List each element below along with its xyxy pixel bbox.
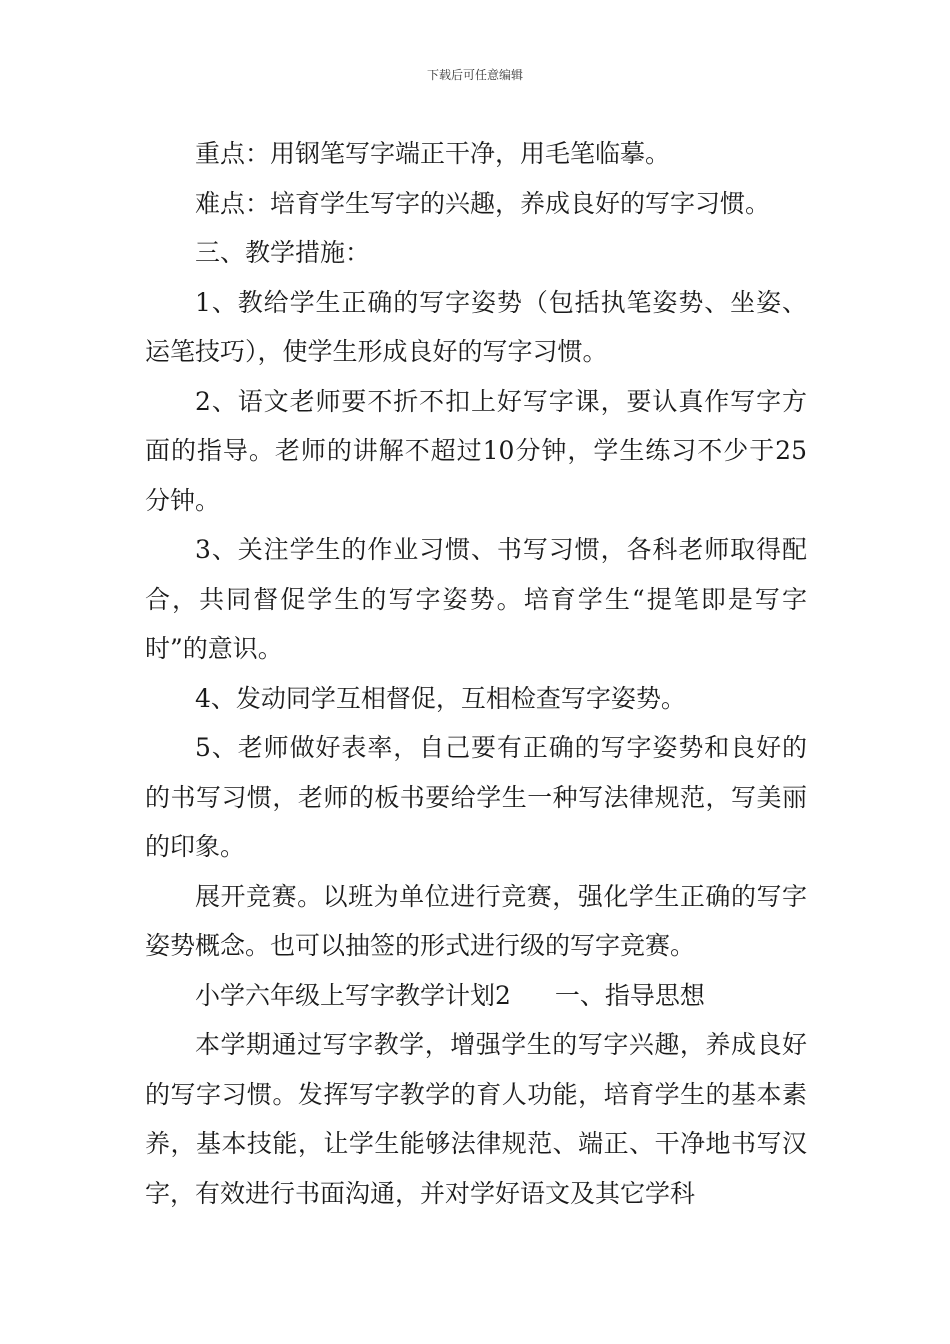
paragraph-measure-4: 4、发动同学互相督促，互相检查写字姿势。 (195, 683, 686, 713)
page-header: 下载后可任意编辑 (426, 68, 523, 82)
paragraph-key-point: 重点：用钢笔写字端正干净，用毛笔临摹。 (195, 139, 671, 168)
paragraph-measure-5: 5、老师做好表率，自己要有正确的写字姿势和良好的的书写习惯，老师的板书要给学生一种写法律规范，写美丽的印象。 (145, 733, 807, 861)
paragraph-measure-1: 1、教给学生正确的写字姿势（包括执笔姿势、坐姿、运笔技巧），使学生形成良好的写字习惯。 (145, 287, 807, 366)
section-heading-measures: 三、教学措施： (195, 238, 371, 267)
paragraph-guiding-thought: 本学期通过写字教学，增强学生的写字兴趣，养成良好的写字习惯。发挥写字教学的育人功能，培育学生的基本素养，基本技能，让学生能够法律规范、端正、干净地书写汉字，有效进行书面沟通，并对学好语文及其它学科 (145, 1030, 807, 1208)
plan-heading (145, 971, 807, 1021)
document-body (145, 129, 807, 1218)
paragraph-measure-3: 3、关注学生的作业习惯、书写习惯，各科老师取得配合，共同督促学生的写字姿势。培育学生“提笔即是写字时”的意识。 (145, 535, 807, 663)
paragraph-competition: 展开竞赛。以班为单位进行竞赛，强化学生正确的写字姿势概念。也可以抽签的形式进行级的写字竞赛。 (145, 881, 807, 960)
plan-title: 小学六年级上写字教学计划2 (195, 980, 511, 1010)
paragraph-difficulty: 难点：培育学生写字的兴趣，养成良好的写字习惯。 (195, 188, 771, 218)
plan-section-title: 一、指导思想 (554, 980, 705, 1010)
paragraph-measure-2: 2、语文老师要不折不扣上好写字课，要认真作写字方面的指导。老师的讲解不超过10分钟，学生练习不少于25分钟。 (145, 386, 807, 515)
